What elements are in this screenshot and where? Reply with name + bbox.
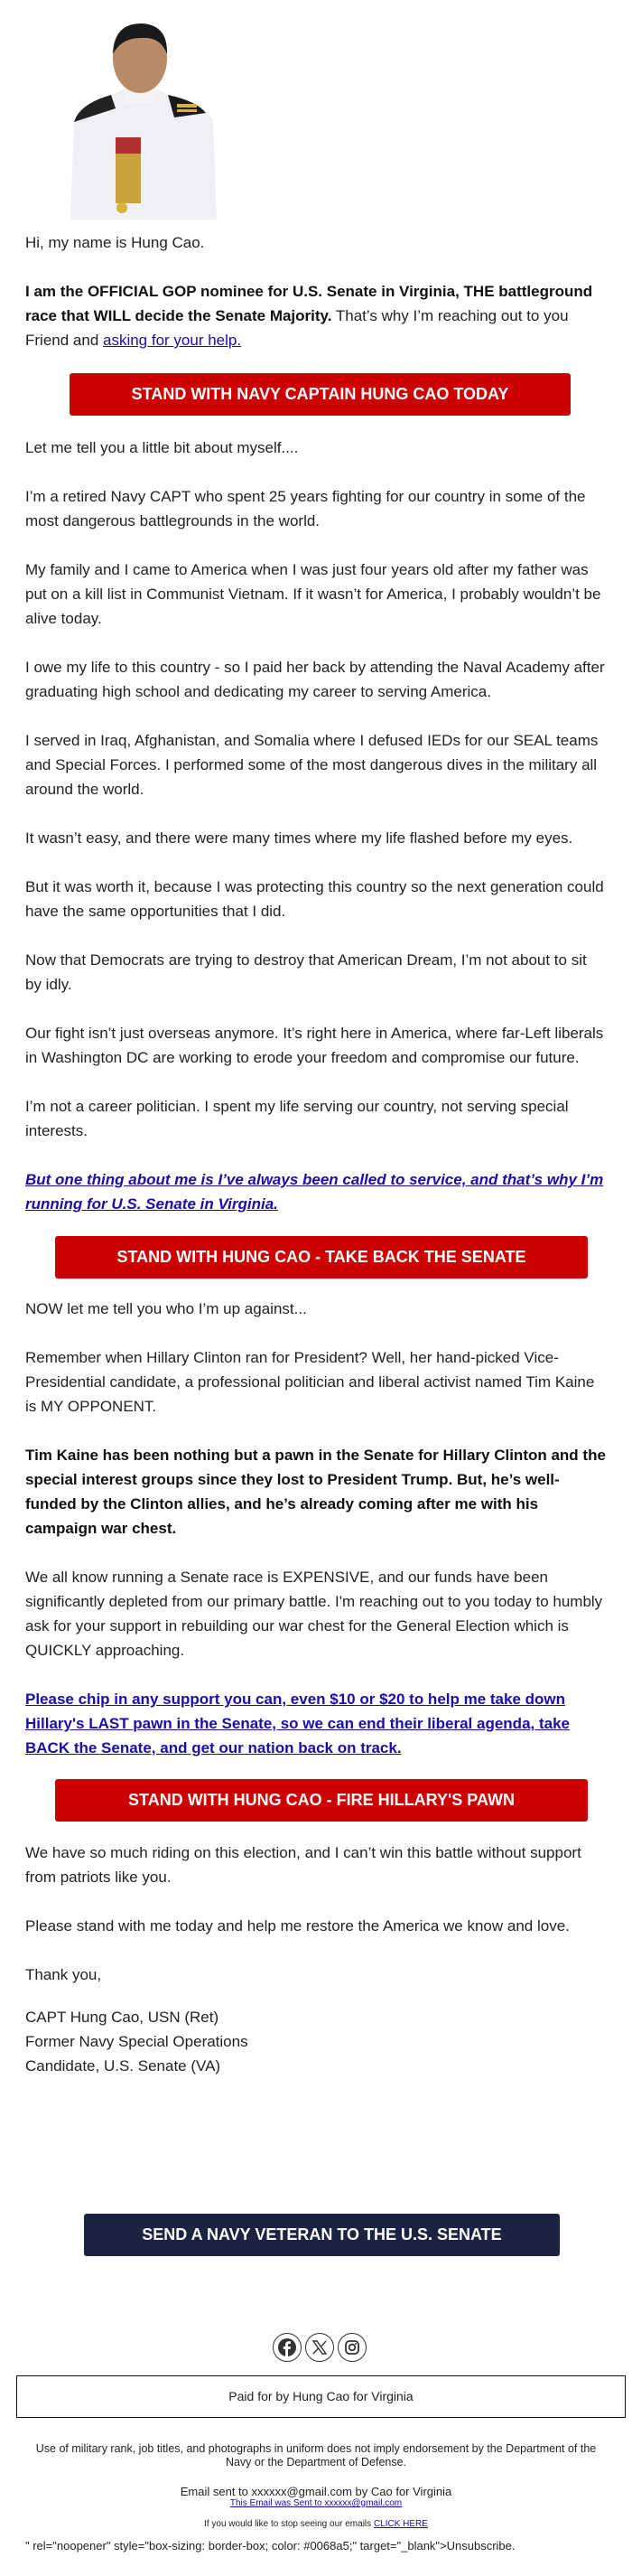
chip-in-link[interactable]: Please chip in any support you can, even $10 or $20 to help me take down Hillary's LAST pawn in the Senate, so we can end their liberal agenda, take BACK the Senate, and get our nation back on track. xyxy=(25,1691,570,1756)
x-icon[interactable] xyxy=(305,2333,334,2362)
ask-help-link[interactable]: asking for your help. xyxy=(103,332,242,349)
email-sent-text: Email sent to xxxxxx@gmail.com by Cao for Virginia xyxy=(180,2485,452,2498)
signature-name: CAPT Hung Cao, USN (Ret) xyxy=(25,2009,219,2026)
opponent-intro: NOW let me tell you who I’m up against... xyxy=(25,1300,307,1317)
bio-paragraph: Our fight isn’t just overseas anymore. It’s right here in America, where far-Left liberals in Washington DC are working to erode your freedom and compromise our future. xyxy=(25,1025,604,1066)
disclaimer: Use of military rank, job titles, and photographs in uniform does not imply endorsement by the Department of the Navy or the Department of Defense. xyxy=(35,2442,597,2468)
greeting: Hi, my name is Hung Cao. xyxy=(25,234,205,251)
opponent-paragraph: Remember when Hillary Clinton ran for President? Well, her hand-picked Vice-Presidential candidate, a professional politician and liberal activist named Tim Kaine is MY OPPONENT. xyxy=(25,1349,595,1415)
click-here-link[interactable]: CLICK HERE xyxy=(373,2519,428,2529)
signature-title: Former Navy Special Operations xyxy=(25,2033,248,2050)
intro-bold: I am the OFFICIAL GOP nominee for U.S. Senate in Virginia, THE battleground race that WILL decide the Senate Majority. xyxy=(25,283,593,324)
candidate-photo xyxy=(61,18,219,220)
unsubscribe-text: If you would like to stop seeing our emails xyxy=(204,2519,374,2529)
bio-paragraph: I’m not a career politician. I spent my life serving our country, not serving special interests. xyxy=(25,1098,569,1139)
donate-button-navy-captain[interactable]: STAND WITH NAVY CAPTAIN HUNG CAO TODAY xyxy=(70,373,571,416)
bio-paragraph: Let me tell you a little bit about myself.... xyxy=(25,439,299,456)
intro-paragraph xyxy=(25,279,607,352)
bio-paragraph: Now that Democrats are trying to destroy that American Dream, I’m not about to sit by idly. xyxy=(25,951,587,993)
opponent-bold-paragraph: Tim Kaine has been nothing but a pawn in the Senate for Hillary Clinton and the special interest groups since they lost to President Trump. But, he’s well-funded by the Clinton allies, and he’s already coming after me with his campaign war chest. xyxy=(25,1447,606,1537)
bio-paragraph: I served in Iraq, Afghanistan, and Somalia where I defused IEDs for our SEAL teams and Special Forces. I performed some of the most dangerous dives in the military all around the world. xyxy=(25,732,599,798)
bio-paragraph: But it was worth it, because I was protecting this country so the next generation could have the same opportunities that I did. xyxy=(25,878,604,920)
funds-paragraph: We all know running a Senate race is EXPENSIVE, and our funds have been significantly depleted from our primary battle. I'm reaching out to you today to humbly ask for your support in rebuilding our war chest for the General Election which is QUICKLY approaching. xyxy=(25,1569,603,1659)
bio-paragraph: My family and I came to America when I was just four years old after my father was put on a kill list in Communist Vietnam. If it wasn’t for America, I probably wouldn’t be alive today. xyxy=(25,561,601,627)
signature-candidacy: Candidate, U.S. Senate (VA) xyxy=(25,2057,221,2075)
donate-button-navy-veteran[interactable]: SEND A NAVY VETERAN TO THE U.S. SENATE xyxy=(84,2214,560,2256)
bio-paragraph: I’m a retired Navy CAPT who spent 25 years fighting for our country in some of the most dangerous battlegrounds in the world. xyxy=(25,488,586,529)
facebook-icon[interactable] xyxy=(273,2333,302,2362)
thank-you: Thank you, xyxy=(25,1966,102,1983)
donate-button-take-back-senate[interactable]: STAND WITH HUNG CAO - TAKE BACK THE SENATE xyxy=(55,1236,588,1279)
closing-paragraph: We have so much riding on this election, and I can’t win this battle without support from patriots like you. xyxy=(25,1844,581,1886)
intro-text: That’s why I’m reaching out to you Friend and xyxy=(25,307,569,349)
bio-paragraph: It wasn’t easy, and there were many times where my life flashed before my eyes. xyxy=(25,829,573,847)
social-links xyxy=(273,2333,367,2362)
donate-button-fire-pawn[interactable]: STAND WITH HUNG CAO - FIRE HILLARY'S PAWN xyxy=(55,1779,588,1822)
closing-paragraph: Please stand with me today and help me restore the America we know and love. xyxy=(25,1917,570,1934)
instagram-icon[interactable] xyxy=(338,2333,367,2362)
paid-for-box: Paid for by Hung Cao for Virginia xyxy=(16,2375,626,2418)
raw-html-text: " rel="noopener" style="box-sizing: border-box; color: #0068a5;" target="_blank">Unsubscribe. xyxy=(25,2539,516,2553)
service-link[interactable]: But one thing about me is I’ve always been called to service, and that’s why I’m running for U.S. Senate in Virginia. xyxy=(25,1171,604,1213)
email-sent-link[interactable]: This Email was Sent to xxxxxx@gmail.com xyxy=(229,2498,403,2508)
unsubscribe-line xyxy=(0,2519,632,2530)
bio-paragraph: I owe my life to this country - so I paid her back by attending the Naval Academy after graduating high school and dedicating my career to serving America. xyxy=(25,659,605,700)
